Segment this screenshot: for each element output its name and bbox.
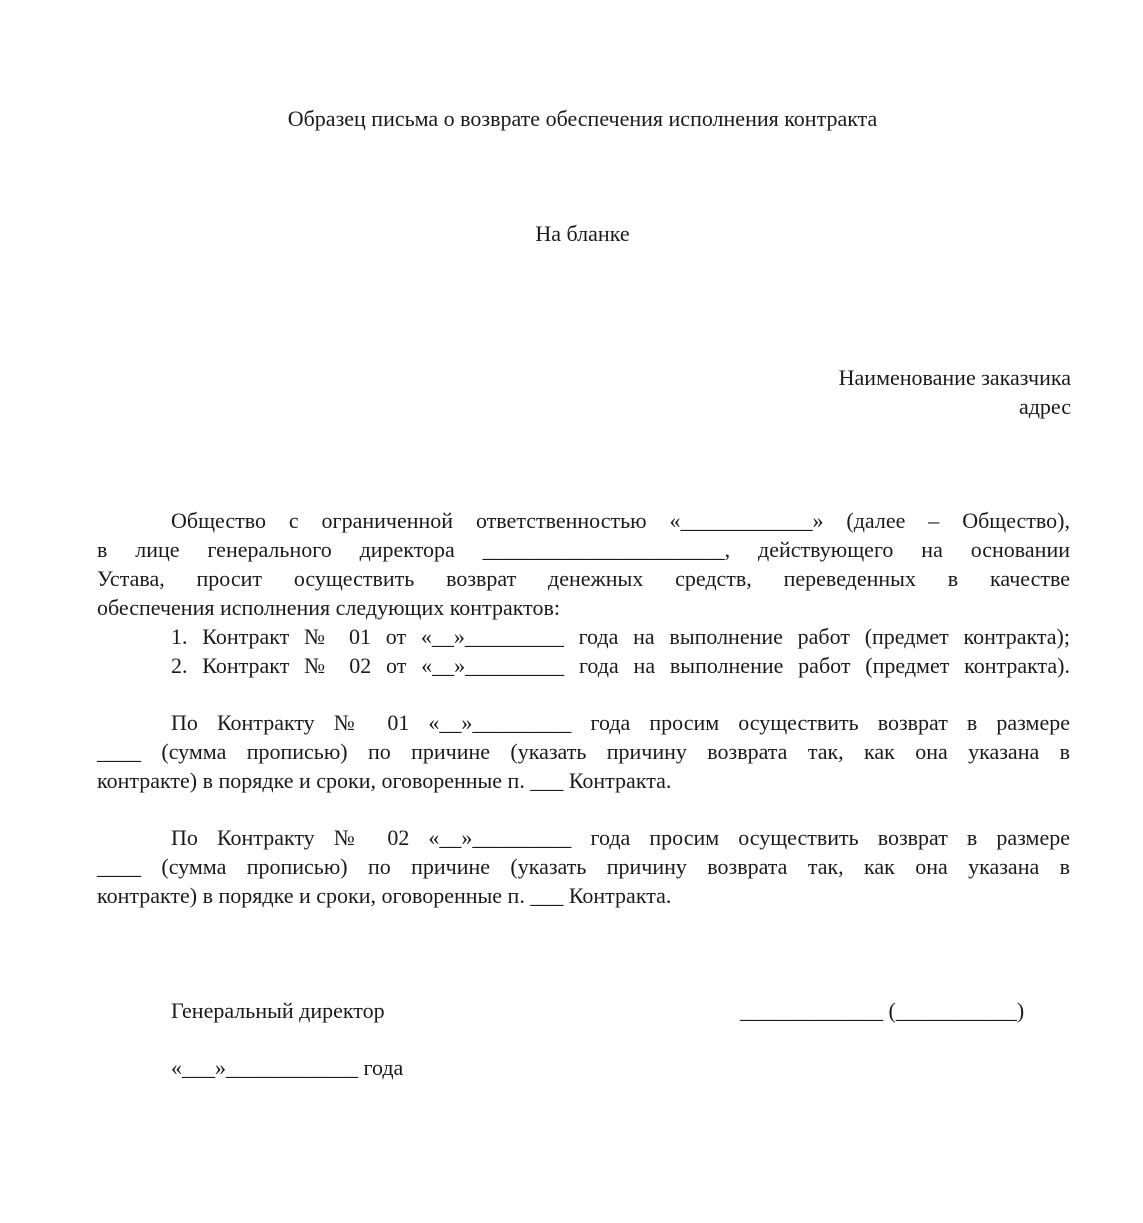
letterhead-note: На бланке bbox=[535, 221, 630, 246]
paragraph-line: ____ (сумма прописью) по причине (указать причину возврата так, как она указана в bbox=[97, 739, 1070, 764]
paragraph-line: ____ (сумма прописью) по причине (указать причину возврата так, как она указана в bbox=[97, 854, 1070, 879]
signature-position: Генеральный директор bbox=[171, 998, 385, 1023]
paragraph-line: По Контракту № 01 «__»_________ года просим осуществить возврат в размере bbox=[171, 710, 1070, 735]
paragraph-line: обеспечения исполнения следующих контрактов: bbox=[97, 595, 560, 620]
document-title: Образец письма о возврате обеспечения исполнения контракта bbox=[287, 106, 878, 131]
date-line: «___»____________ года bbox=[171, 1055, 404, 1080]
paragraph-line: По Контракту № 02 «__»_________ года просим осуществить возврат в размере bbox=[171, 825, 1070, 850]
list-item: 2. Контракт № 02 от «__»_________ года на выполнение работ (предмет контракта). bbox=[171, 653, 1070, 678]
list-item: 1. Контракт № 01 от «__»_________ года на выполнение работ (предмет контракта); bbox=[171, 624, 1070, 649]
paragraph-line: в лице генерального директора ______________________, действующего на основании bbox=[97, 537, 1070, 562]
paragraph-line: Общество с ограниченной ответственностью «____________» (далее – Общество), bbox=[171, 508, 1070, 533]
recipient-block bbox=[839, 363, 1071, 421]
paragraph-line: Устава, просит осуществить возврат денежных средств, переведенных в качестве bbox=[97, 566, 1070, 591]
paragraph-line: контракте) в порядке и сроки, оговоренные п. ___ Контракта. bbox=[97, 768, 672, 793]
contracts-list bbox=[171, 622, 1070, 680]
paragraph-contract-02 bbox=[97, 823, 1070, 910]
recipient-address: адрес bbox=[1018, 394, 1071, 419]
signature-lines: _____________ (___________) bbox=[740, 998, 1025, 1023]
recipient-name: Наименование заказчика bbox=[838, 365, 1071, 390]
paragraph-line: контракте) в порядке и сроки, оговоренные п. ___ Контракта. bbox=[97, 883, 672, 908]
intro-paragraph bbox=[97, 506, 1070, 622]
paragraph-contract-01 bbox=[97, 708, 1070, 795]
